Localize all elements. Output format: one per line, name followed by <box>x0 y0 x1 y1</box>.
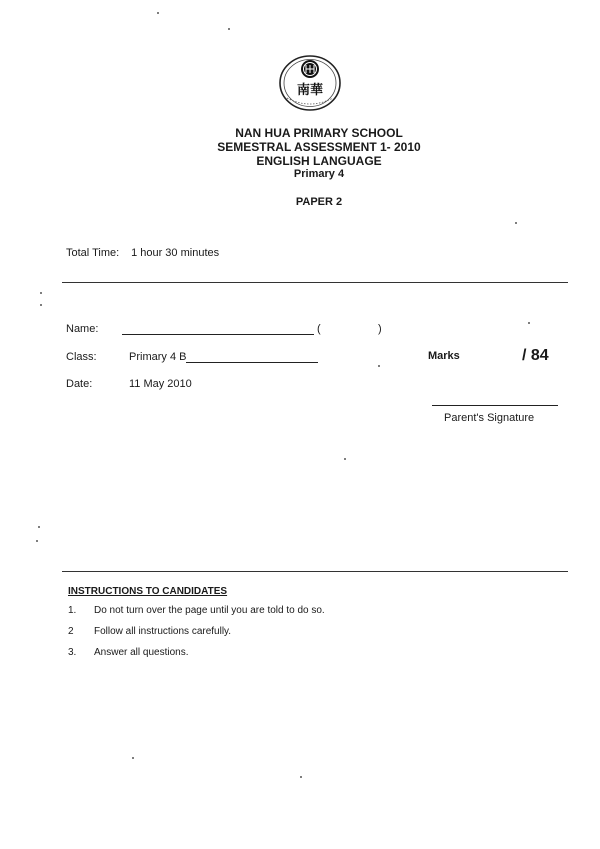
school-name: NAN HUA PRIMARY SCHOOL <box>235 126 403 140</box>
scan-speck <box>228 28 230 30</box>
class-value: Primary 4 B <box>129 351 187 363</box>
instruction-number: 3. <box>68 647 77 658</box>
class-label: Class: <box>66 351 97 363</box>
divider-bottom <box>62 571 568 572</box>
index-paren-close: ) <box>378 323 382 335</box>
total-time <box>66 247 219 259</box>
scan-speck <box>378 365 380 367</box>
index-paren-open: ( <box>317 323 321 335</box>
divider-top <box>62 282 568 283</box>
scan-speck <box>132 757 134 759</box>
instruction-item <box>68 626 231 637</box>
marks-total: / 84 <box>522 347 549 364</box>
school-crest-icon <box>275 52 345 112</box>
scan-speck <box>157 12 159 14</box>
scan-speck <box>40 292 42 294</box>
scan-speck <box>344 458 346 460</box>
scan-speck <box>300 776 302 778</box>
subject-title: ENGLISH LANGUAGE <box>256 154 382 168</box>
scan-speck <box>515 222 517 224</box>
total-time-value: 1 hour 30 minutes <box>131 247 220 259</box>
instruction-text: Answer all questions. <box>94 647 189 658</box>
instruction-item <box>68 647 189 658</box>
instruction-text: Do not turn over the page until you are told to do so. <box>94 605 325 616</box>
name-field[interactable] <box>122 334 314 335</box>
signature-field[interactable] <box>432 405 558 406</box>
scan-speck <box>528 322 530 324</box>
scan-speck <box>40 304 42 306</box>
instruction-text: Follow all instructions carefully. <box>94 626 232 637</box>
instruction-number: 1. <box>68 605 77 616</box>
name-label: Name: <box>66 323 99 335</box>
date-label: Date: <box>66 378 93 390</box>
school-crest-logo <box>275 52 345 112</box>
class-field[interactable] <box>186 362 318 363</box>
total-time-label: Total Time: <box>66 247 120 259</box>
instructions-heading: INSTRUCTIONS TO CANDIDATES <box>68 586 228 597</box>
scan-speck <box>38 526 40 528</box>
level-title: Primary 4 <box>293 168 345 180</box>
signature-label: Parent's Signature <box>444 412 535 424</box>
assessment-title: SEMESTRAL ASSESSMENT 1- 2010 <box>217 140 421 154</box>
date-value: 11 May 2010 <box>129 378 192 390</box>
marks-label: Marks <box>428 350 460 362</box>
crest-chinese-text: 南華 <box>296 83 324 98</box>
scan-speck <box>36 540 38 542</box>
instruction-number: 2 <box>68 626 74 637</box>
instruction-item <box>68 605 325 616</box>
paper-title: PAPER 2 <box>295 196 343 208</box>
